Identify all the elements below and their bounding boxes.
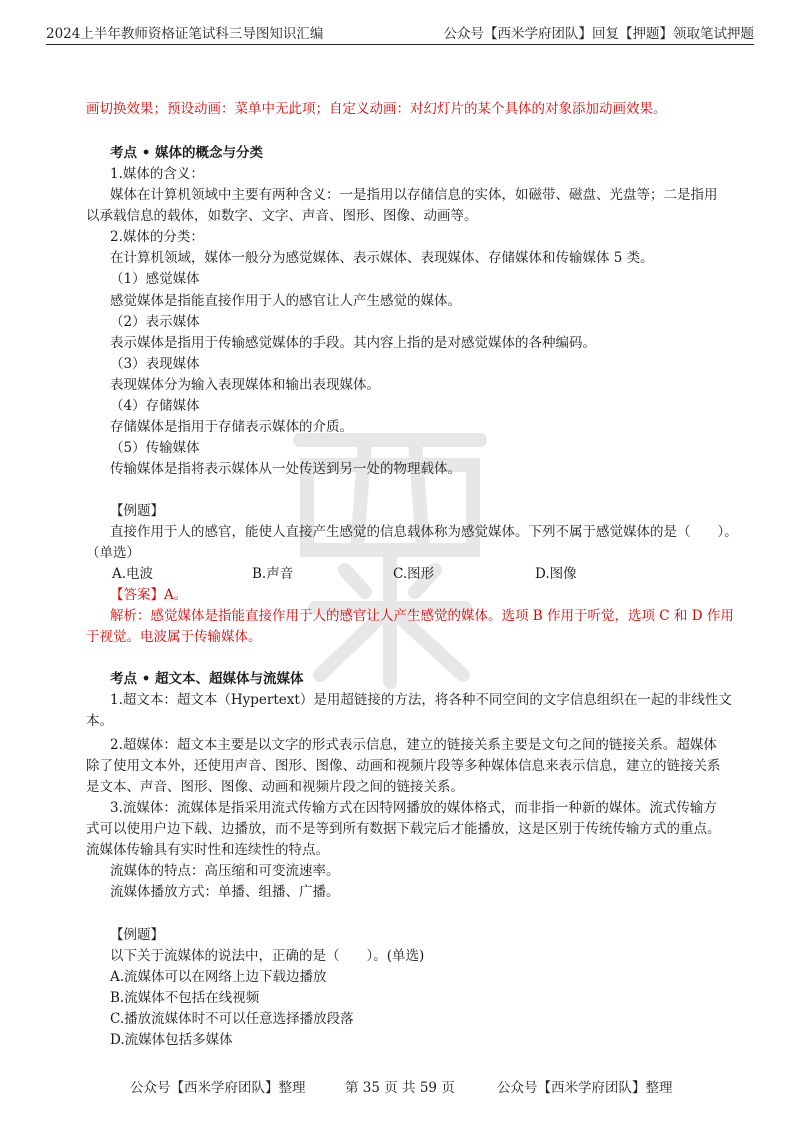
option-b: B.声音 [252, 566, 294, 582]
subheading: （2）表示媒体 [110, 314, 200, 330]
question-text: 直接作用于人的感官，能使人直接产生感觉的信息载体称为感觉媒体。下列不属于感觉媒体的是（ ）。 [110, 524, 738, 540]
question-type: （单选） [86, 545, 140, 561]
page-header [46, 20, 754, 42]
header-rule [46, 44, 754, 45]
page-number: 第 35 页 共 59 页 [345, 1080, 455, 1096]
paragraph: 表示媒体是指用于传输感觉媒体的手段。其内容上指的是对感觉媒体的各种编码。 [110, 335, 596, 351]
explanation: 解析：感觉媒体是指能直接作用于人的感官让人产生感觉的媒体。选项 B 作用于听觉，选项 C 和 D 作用 [110, 608, 734, 624]
footer-left: 公众号【西米学府团队】整理 [130, 1080, 306, 1096]
header-right-promo: 公众号【西米学府团队】回复【押题】领取笔试押题 [443, 26, 754, 42]
option-a: A.流媒体可以在网络上边下载边播放 [110, 969, 327, 985]
paragraph: 3.流媒体：流媒体是指采用流式传输方式在因特网播放的媒体格式，而非指一种新的媒体。流式传输方 [110, 800, 717, 816]
example-label: 【例题】 [110, 927, 164, 943]
paragraph: 除了使用文本外，还使用声音、图形、图像、动画和视频片段等多种媒体信息来表示信息，建立的链接关系 [86, 758, 721, 774]
subheading: （3）表现媒体 [110, 356, 200, 372]
section-title: 考点 • 媒体的概念与分类 [110, 145, 264, 161]
paragraph: 2.媒体的分类： [110, 229, 204, 245]
intro-line: 画切换效果；预设动画：菜单中无此项；自定义动画：对幻灯片的某个具体的对象添加动画效果。 [86, 101, 667, 117]
paragraph: 1.媒体的含义： [110, 166, 204, 182]
header-left-title: 2024上半年教师资格证笔试科三导图知识汇编 [46, 26, 324, 42]
paragraph: 表现媒体分为输入表现媒体和输出表现媒体。 [110, 377, 380, 393]
option-d: D.图像 [535, 566, 577, 582]
paragraph: 流媒体传输具有实时性和连续性的特点。 [86, 842, 329, 858]
paragraph: 本。 [86, 713, 113, 729]
option-c: C.播放流媒体时不可以任意选择播放段落 [110, 1011, 354, 1027]
subheading: （5）传输媒体 [110, 440, 200, 456]
explanation: 于视觉。电波属于传输媒体。 [86, 629, 262, 645]
option-b: B.流媒体不包括在线视频 [110, 990, 260, 1006]
answer: 【答案】A。 [110, 587, 188, 603]
paragraph: 在计算机领域，媒体一般分为感觉媒体、表示媒体、表现媒体、存储媒体和传输媒体 5 类。 [110, 250, 654, 266]
paragraph: 是文本、声音、图形、图像、动画和视频片段之间的链接关系。 [86, 779, 464, 795]
subheading: （4）存储媒体 [110, 398, 200, 414]
paragraph: 存储媒体是指用于存储表示媒体的介质。 [110, 419, 353, 435]
paragraph: 流媒体的特点：高压缩和可变流速率。 [110, 863, 340, 879]
paragraph: 媒体在计算机领域中主要有两种含义：一是指用以存储信息的实体，如磁带、磁盘、光盘等；二是指用 [110, 187, 718, 203]
example-label: 【例题】 [110, 503, 164, 519]
paragraph: 以承载信息的载体，如数字、文字、声音、图形、图像、动画等。 [86, 208, 478, 224]
option-d: D.流媒体包括多媒体 [110, 1032, 233, 1048]
paragraph: 传输媒体是指将表示媒体从一处传送到另一处的物理载体。 [110, 461, 461, 477]
paragraph: 1.超文本：超文本（Hypertext）是用超链接的方法，将各种不同空间的文字信息组织在一起的非线性文 [110, 692, 732, 708]
subheading: （1）感觉媒体 [110, 271, 200, 287]
option-c: C.图形 [393, 566, 435, 582]
footer-right: 公众号【西米学府团队】整理 [497, 1080, 673, 1096]
paragraph: 流媒体播放方式：单播、组播、广播。 [110, 884, 340, 900]
option-a: A.电波 [112, 566, 154, 582]
paragraph: 式可以使用户边下载、边播放，而不是等到所有数据下载完后才能播放，这是区别于传统传输方式的重点。 [86, 821, 721, 837]
question-text: 以下关于流媒体的说法中，正确的是（ ）。(单选) [110, 948, 425, 964]
paragraph: 2.超媒体：超文本主要是以文字的形式表示信息，建立的链接关系主要是文句之间的链接关系。超媒体 [110, 737, 717, 753]
section-title: 考点 • 超文本、超媒体与流媒体 [110, 671, 304, 687]
paragraph: 感觉媒体是指能直接作用于人的感官让人产生感觉的媒体。 [110, 293, 461, 309]
